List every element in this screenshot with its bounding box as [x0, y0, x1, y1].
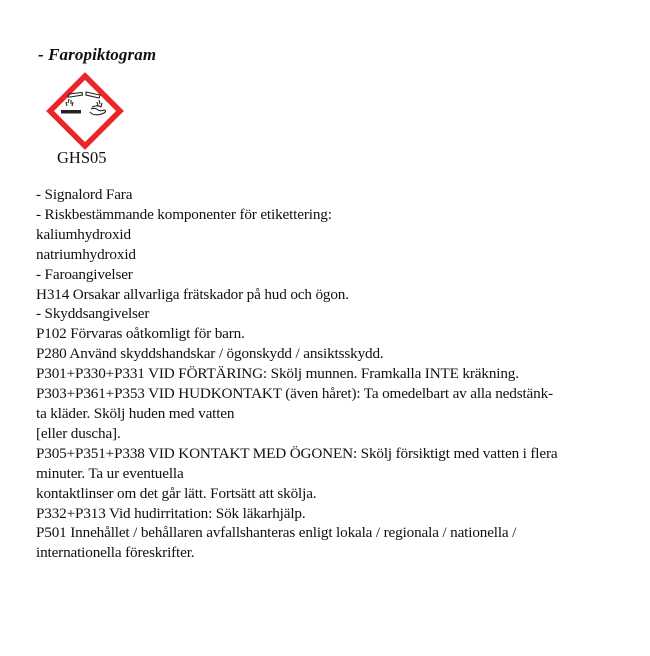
precautionary-statement-line: ta kläder. Skölj huden med vatten: [36, 404, 235, 422]
signal-word-line: - Signalord Fara: [36, 186, 133, 203]
precautionary-statement-line: P305+P351+P338 VID KONTAKT MED ÖGONEN: Skölj försiktigt med vatten i flera: [36, 444, 558, 462]
pictogram-diamond: [50, 76, 120, 146]
hazard-statement-line: H314 Orsakar allvarliga frätskador på hud och ögon.: [36, 285, 349, 303]
precautionary-statement-line: [eller duscha].: [36, 424, 121, 442]
precautionary-statement-line: P280 Använd skyddshandskar / ögonskydd / ansiktsskydd.: [36, 345, 384, 363]
hazard-statements-heading: - Faroangivelser: [36, 265, 133, 283]
precautionary-statement-line: kontaktlinser om det går lätt. Fortsätt att skölja.: [36, 484, 317, 502]
precautionary-statement-line: P332+P313 Vid hudirritation: Sök läkarhjälp.: [36, 504, 306, 522]
precautionary-statement-line: P501 Innehållet / behållaren avfallshanteras enligt lokala / regionala / nationella /: [36, 524, 517, 542]
precautionary-statement-line: minuter. Ta ur eventuella: [36, 464, 184, 482]
corroded-surface: [61, 110, 81, 114]
precautionary-statement-line: P303+P361+P353 VID HUDKONTAKT (även håret): Ta omedelbart av alla nedstänk-: [36, 385, 553, 403]
component-line: natriumhydroxid: [36, 245, 136, 263]
precautionary-statements-heading: - Skyddsangivelser: [36, 305, 150, 323]
precautionary-statement-line: P102 Förvaras oåtkomligt för barn.: [36, 325, 245, 343]
ghs-code-label: GHS05: [57, 148, 107, 167]
hazard-statements-text: [36, 185, 626, 563]
ghs05-corrosion-icon: [46, 72, 124, 150]
section-heading: - Faropiktogram: [38, 45, 157, 64]
precautionary-statement-line: internationella föreskrifter.: [36, 544, 195, 562]
risk-components-heading: - Riskbestämmande komponenter för etikettering:: [36, 205, 332, 223]
precautionary-statement-line: P301+P330+P331 VID FÖRTÄRING: Skölj munnen. Framkalla INTE kräkning.: [36, 365, 519, 383]
component-line: kaliumhydroxid: [36, 225, 131, 243]
